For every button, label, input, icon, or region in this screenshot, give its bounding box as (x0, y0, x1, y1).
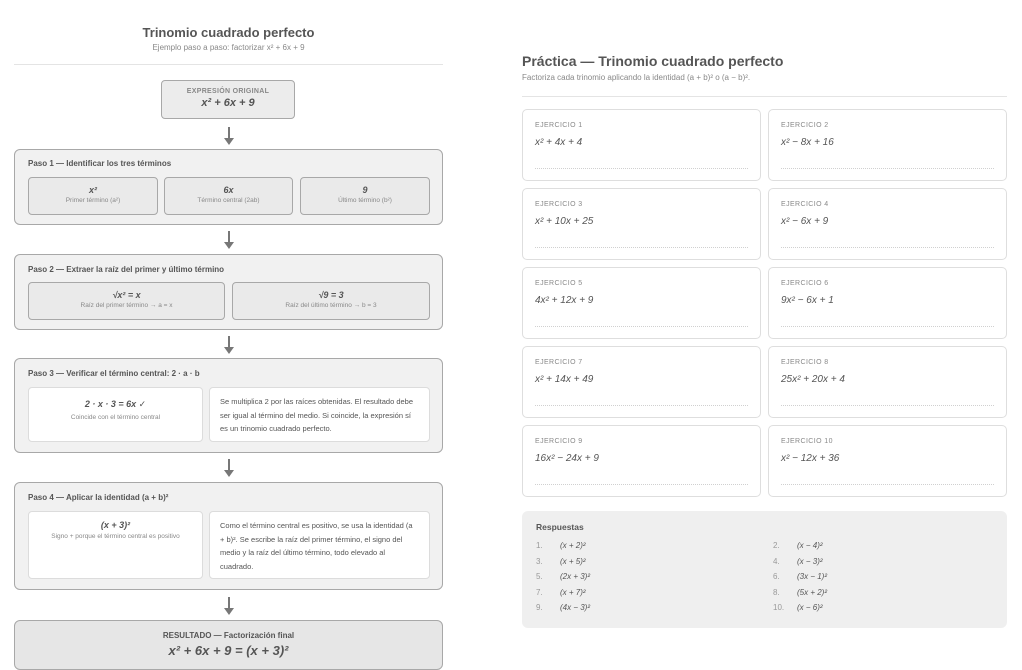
arrow-down-icon (224, 597, 234, 615)
exercise-label: EJERCICIO 10 (781, 438, 833, 445)
arrow-down-icon (224, 231, 234, 249)
answer-item (536, 572, 590, 581)
answer-line (781, 326, 994, 327)
exercise-expression: 25x² + 20x + 4 (781, 374, 845, 385)
answer-value: (x + 7)² (560, 587, 586, 597)
original-expression-label: EXPRESIÓN ORIGINAL (186, 88, 270, 95)
answer-value: (2x + 3)² (560, 572, 591, 581)
identity-result (28, 511, 203, 579)
central-check-value: 2 · x · 3 = 6x ✓ (84, 399, 147, 409)
step-2-box (14, 254, 443, 330)
answer-line (781, 247, 994, 248)
arrow-down-icon (224, 127, 234, 145)
exercise-card (768, 267, 1007, 339)
answer-value: (4x − 3)² (560, 603, 591, 612)
root-first (28, 282, 225, 320)
answer-number: 10. (773, 603, 785, 612)
exercise-expression: x² + 4x + 4 (535, 137, 583, 148)
answer-value: (5x + 2)² (797, 587, 828, 597)
answer-item (536, 541, 586, 550)
answer-number: 1. (536, 541, 543, 550)
answer-number: 3. (536, 556, 543, 566)
central-check (28, 387, 203, 442)
arrow-down-icon (224, 336, 234, 354)
answer-value: (3x − 1)² (797, 572, 828, 581)
answer-line (781, 484, 994, 485)
divider (14, 64, 443, 65)
exercise-label: EJERCICIO 6 (781, 280, 829, 287)
exercise-expression: x² + 14x + 49 (535, 374, 594, 385)
term-central-label: Término central (2ab) (197, 197, 260, 204)
step-4-title: Paso 4 — Aplicar la identidad (a + b)² (28, 493, 169, 502)
exercise-card (768, 109, 1007, 181)
answer-line (535, 405, 748, 406)
answer-item (773, 572, 827, 581)
practice-subtitle: Factoriza cada trinomio aplicando la identidad (a + b)² o (a − b)². (522, 73, 751, 82)
answer-line (535, 168, 748, 169)
answer-value: (x − 6)² (797, 603, 823, 612)
term-last-value: 9 (362, 185, 368, 195)
term-first-value: x² (88, 185, 97, 195)
original-expression-box (161, 80, 295, 119)
exercise-expression: 4x² + 12x + 9 (535, 295, 594, 306)
divider (522, 96, 1007, 97)
exercise-label: EJERCICIO 5 (535, 280, 583, 287)
exercise-expression: x² − 6x + 9 (781, 216, 829, 227)
central-check-label: Coincide con el término central (70, 414, 161, 421)
answer-number: 2. (773, 541, 780, 550)
term-last-label: Último término (b²) (338, 197, 392, 204)
step-3-explanation: Se multiplica 2 por las raíces obtenidas. El resultado debe ser igual al término del medio. Si coincide, la expresión sí es un trinomio cuadrado perfecto. (209, 387, 430, 442)
answer-item (773, 541, 823, 550)
answer-value: (x + 2)² (560, 541, 586, 550)
answer-item (773, 603, 823, 612)
identity-result-value: (x + 3)² (100, 520, 131, 530)
exercise-label: EJERCICIO 7 (535, 359, 583, 366)
answer-value: (x + 5)² (560, 556, 586, 566)
exercise-card (522, 109, 761, 181)
example-subtitle: Ejemplo paso a paso: factorizar x² + 6x + 9 (152, 43, 305, 52)
root-last-label: Raíz del último término → b = 3 (285, 302, 377, 309)
exercise-card (522, 267, 761, 339)
exercise-label: EJERCICIO 8 (781, 359, 829, 366)
step-2-title: Paso 2 — Extraer la raíz del primer y último término (28, 265, 225, 274)
exercise-label: EJERCICIO 2 (781, 122, 829, 129)
answer-number: 7. (536, 587, 543, 597)
exercise-label: EJERCICIO 1 (535, 122, 583, 129)
answer-line (535, 247, 748, 248)
identity-result-label: Signo + porque el término central es positivo (51, 533, 180, 540)
answer-item (773, 588, 827, 597)
exercise-label: EJERCICIO 9 (535, 438, 583, 445)
exercise-label: EJERCICIO 3 (535, 201, 583, 208)
answer-value: (x − 3)² (797, 556, 823, 566)
exercise-card (522, 188, 761, 260)
step-4-box (14, 482, 443, 590)
term-last (300, 177, 430, 215)
exercise-card (522, 425, 761, 497)
answer-number: 9. (536, 603, 543, 612)
term-first (28, 177, 158, 215)
exercise-card (768, 188, 1007, 260)
exercise-expression: x² − 8x + 16 (781, 137, 834, 148)
arrow-down-icon (224, 459, 234, 477)
answer-number: 6. (773, 572, 780, 581)
step-1-title: Paso 1 — Identificar los tres términos (28, 159, 172, 168)
exercise-label: EJERCICIO 4 (781, 201, 829, 208)
practice-title: Práctica — Trinomio cuadrado perfecto (522, 53, 784, 69)
term-central (164, 177, 293, 215)
step-4-explanation: Como el término central es positivo, se usa la identidad (a + b)². Se escribe la raíz del primer término, el signo del medio y la raíz del último término, todo elevado al cuadrado. (209, 511, 430, 579)
answer-line (535, 326, 748, 327)
answer-item (536, 588, 586, 597)
final-result-expression: x² + 6x + 9 = (x + 3)² (168, 643, 289, 658)
answer-line (781, 405, 994, 406)
example-title: Trinomio cuadrado perfecto (142, 25, 315, 40)
answer-number: 8. (773, 587, 780, 597)
exercise-expression: x² + 10x + 25 (535, 216, 594, 227)
answer-line (781, 168, 994, 169)
root-first-label: Raíz del primer término → a = x (80, 302, 173, 309)
worked-example-panel (14, 0, 443, 670)
exercise-expression: 16x² − 24x + 9 (535, 453, 599, 464)
answer-value: (x − 4)² (797, 541, 823, 550)
exercise-expression: x² − 12x + 36 (781, 453, 840, 464)
term-central-value: 6x (223, 185, 234, 195)
original-expression: x² + 6x + 9 (201, 97, 255, 109)
answers-box (522, 511, 1007, 628)
exercise-expression: 9x² − 6x + 1 (781, 295, 834, 306)
term-first-label: Primer término (a²) (65, 197, 121, 204)
final-result-box (14, 620, 443, 670)
answer-item (773, 557, 823, 566)
answer-number: 5. (536, 572, 543, 581)
step-3-box (14, 358, 443, 453)
answer-item (536, 603, 590, 612)
root-last (232, 282, 430, 320)
step-1-box (14, 149, 443, 225)
root-last-value: √9 = 3 (318, 290, 344, 300)
final-result-label: RESULTADO — Factorización final (162, 631, 295, 640)
exercise-card (768, 346, 1007, 418)
step-3-title: Paso 3 — Verificar el término central: 2 · a · b (28, 369, 200, 378)
answer-number: 4. (773, 556, 780, 566)
answer-item (536, 557, 586, 566)
exercise-card (768, 425, 1007, 497)
answer-line (535, 484, 748, 485)
exercise-card (522, 346, 761, 418)
answers-title: Respuestas (536, 522, 584, 532)
root-first-value: √x² = x (112, 290, 141, 300)
practice-panel (522, 0, 1007, 670)
